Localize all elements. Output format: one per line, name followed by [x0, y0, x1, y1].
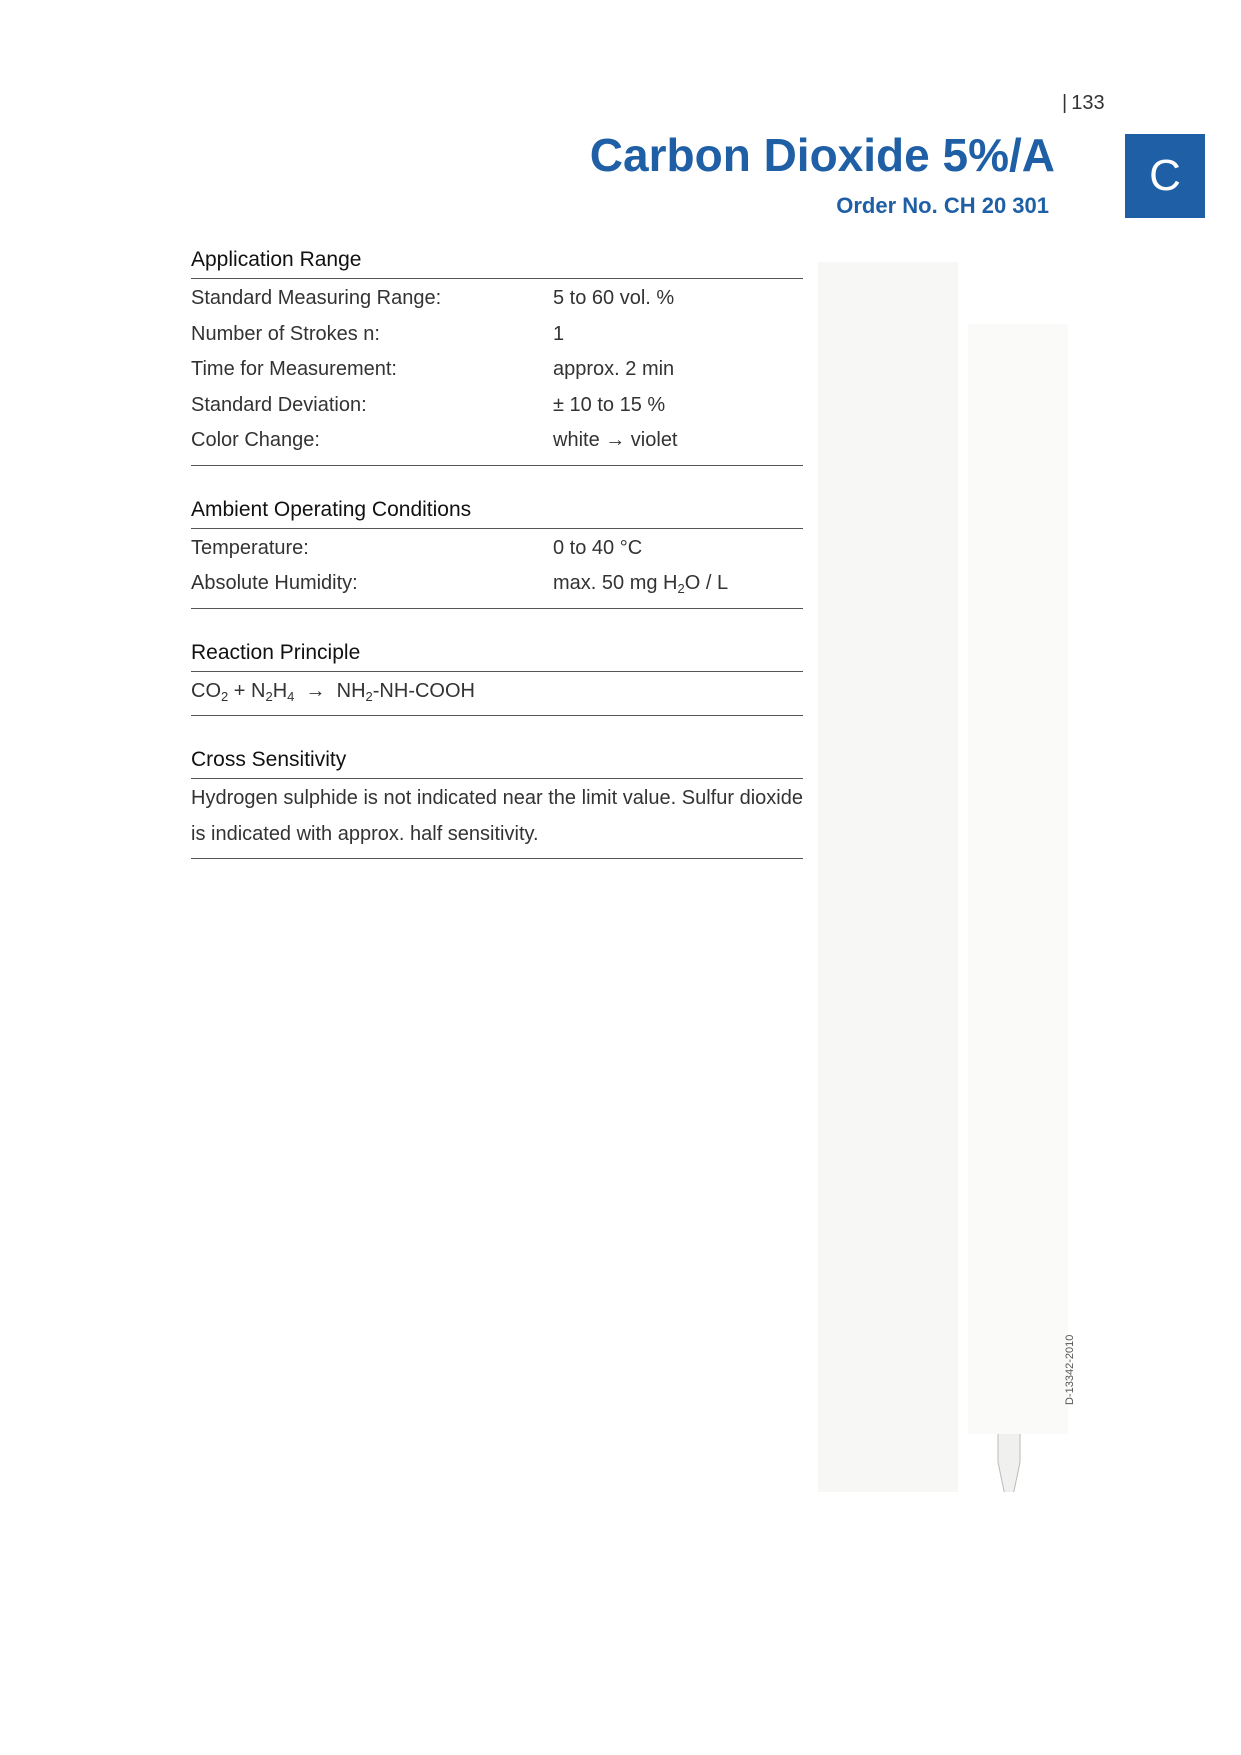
reaction-principle-section [191, 641, 803, 717]
detector-tubes-photo [818, 262, 1058, 1492]
row-value: 1 [553, 322, 565, 345]
section-title: Cross Sensitivity [191, 748, 803, 779]
row-value: max. 50 mg $H_2O$ / L [553, 572, 729, 596]
row-label: Color Change: [191, 429, 320, 451]
cross-sensitivity-section [191, 748, 803, 859]
row-value: ± 10 to 15 % [553, 393, 666, 416]
spec-row [191, 423, 803, 459]
spec-row [191, 317, 803, 353]
section-title: Reaction Principle [191, 641, 803, 672]
reaction-equation [191, 672, 803, 717]
page-number: | 133 [1062, 92, 1105, 114]
order-number: Order No. CH 20 301 [836, 193, 1049, 218]
spec-row [191, 352, 803, 388]
spec-row [191, 531, 803, 567]
row-value: approx. 2 min [553, 358, 675, 380]
section-tab: C [1125, 134, 1205, 218]
page-title: Carbon Dioxide 5%/A [589, 129, 1055, 181]
section-title: Application Range [191, 248, 803, 279]
spec-row [191, 281, 803, 317]
row-value: 0 to 40 °C [553, 536, 643, 559]
row-label: Temperature: [191, 536, 309, 559]
row-label: Number of Strokes n: [191, 322, 380, 345]
row-value: 5 to 60 vol. % [553, 287, 675, 309]
spec-row [191, 388, 803, 424]
spec-rows [191, 279, 803, 466]
ambient-conditions-section [191, 498, 803, 609]
photo-code: D-13342-2010 [1064, 1334, 1076, 1405]
row-label: Absolute Humidity: [191, 572, 358, 594]
application-range-section [191, 248, 803, 466]
row-label: Standard Deviation: [191, 393, 367, 416]
spec-rows [191, 529, 803, 609]
equation-text: $CO_2 + N_2H_4$ → $NH_2-NH$-COOH [191, 679, 475, 704]
row-value: white → violet [553, 429, 678, 451]
spec-row [191, 566, 803, 602]
row-label: Standard Measuring Range: [191, 287, 442, 309]
row-label: Time for Measurement: [191, 358, 397, 380]
spec-content [191, 248, 803, 891]
section-title: Ambient Operating Conditions [191, 498, 803, 529]
cross-sensitivity-text: Hydrogen sulphide is not indicated near the limit value. Sulfur dioxide is indicated with approx. half sensitivity. [191, 787, 803, 845]
